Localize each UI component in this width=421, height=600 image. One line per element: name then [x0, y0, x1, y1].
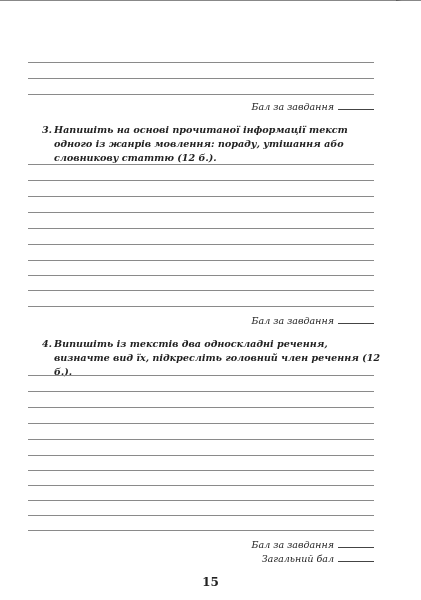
- task-score-field: [252, 314, 374, 327]
- answer-line[interactable]: [28, 407, 374, 408]
- answer-line[interactable]: [28, 212, 374, 213]
- answer-line[interactable]: [28, 180, 374, 181]
- top-rule: [0, 0, 421, 7]
- task-3: [42, 124, 382, 166]
- answer-line[interactable]: [28, 78, 374, 79]
- total-score-field: [262, 552, 374, 565]
- task-score-blank[interactable]: [338, 100, 374, 110]
- task-score-label: Бал за завдання: [251, 316, 334, 327]
- answer-line[interactable]: [28, 500, 374, 501]
- task-number: 4.: [42, 339, 53, 350]
- task-score-blank[interactable]: [338, 538, 374, 548]
- answer-line[interactable]: [28, 375, 374, 376]
- answer-line[interactable]: [28, 62, 374, 63]
- task-score-blank[interactable]: [338, 314, 374, 324]
- answer-line[interactable]: [28, 306, 374, 307]
- task-score-field: [252, 100, 374, 113]
- answer-line[interactable]: [28, 485, 374, 486]
- answer-line[interactable]: [28, 275, 374, 276]
- answer-line[interactable]: [28, 196, 374, 197]
- task-score-label: Бал за завдання: [251, 102, 334, 113]
- answer-line[interactable]: [28, 530, 374, 531]
- total-score-blank[interactable]: [338, 552, 374, 562]
- task-number: 3.: [42, 125, 53, 136]
- answer-line[interactable]: [28, 164, 374, 165]
- task-score-field: [252, 538, 374, 551]
- task-instruction: Напишіть на основі прочитаної інформації текст одного із жанрів мовлення: пораду, утішання або словникову статтю (12 б.).: [54, 125, 348, 164]
- answer-line[interactable]: [28, 439, 374, 440]
- answer-line[interactable]: [28, 423, 374, 424]
- answer-line[interactable]: [28, 94, 374, 95]
- answer-line[interactable]: [28, 290, 374, 291]
- answer-line[interactable]: [28, 470, 374, 471]
- answer-line[interactable]: [28, 391, 374, 392]
- answer-line[interactable]: [28, 260, 374, 261]
- task-score-label: Бал за завдання: [251, 540, 334, 551]
- task-instruction: Випишіть із текстів два односкладні речення, визначте вид їх, підкресліть головний член речення (12 б.).: [54, 339, 381, 378]
- answer-line[interactable]: [28, 244, 374, 245]
- task-4: [42, 338, 382, 380]
- total-score-label: Загальний бал: [261, 554, 334, 565]
- answer-line[interactable]: [28, 515, 374, 516]
- page-number: 15: [202, 575, 219, 589]
- answer-line[interactable]: [28, 455, 374, 456]
- answer-line[interactable]: [28, 228, 374, 229]
